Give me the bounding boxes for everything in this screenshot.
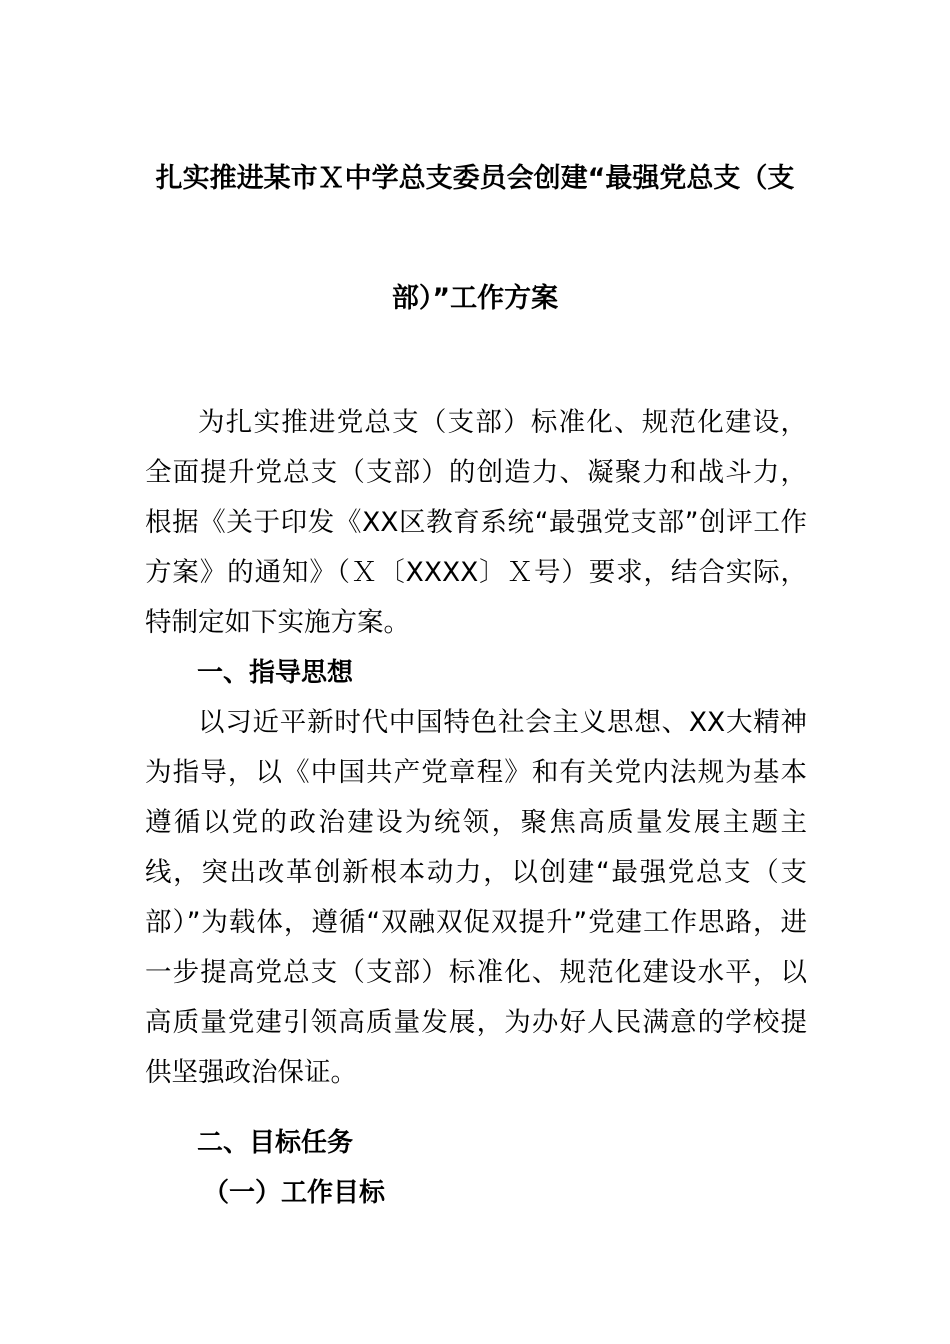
document-body	[145, 398, 807, 1218]
section-heading-guiding-ideology: 一、指导思想	[197, 658, 354, 688]
section-heading-goals-tasks: 二、目标任务	[197, 1128, 354, 1158]
guiding-ideology-paragraph: 以习近平新时代中国特色社会主义思想、XX大精神为指导，以《中国共产党章程》和有关党内法规为基本遵循以党的政治建设为统领，聚焦高质量发展主题主线，突出改革创新根本动力，以创建“最强党总支（支部）”为载体，遵循“双融双促双提升”党建工作思路，进一步提高党总支（支部）标准化、规范化建设水平，以高质量党建引领高质量发展，为办好人民满意的学校提供坚强政治保证。	[145, 707, 807, 1088]
document-title-line-1: 扎实推进某市Ｘ中学总支委员会创建“最强党总支（支	[155, 163, 795, 194]
intro-paragraph: 为扎实推进党总支（支部）标准化、规范化建设，全面提升党总支（支部）的创造力、凝聚力和战斗力，根据《关于印发《XX区教育系统“最强党支部”创评工作方案》的通知》（Ｘ〔XXXX〕Ｘ号）要求，结合实际，特制定如下实施方案。	[145, 407, 807, 638]
subsection-heading-work-goals: （一）工作目标	[203, 1178, 386, 1208]
document-title-line-2: 部）”工作方案	[391, 283, 559, 314]
